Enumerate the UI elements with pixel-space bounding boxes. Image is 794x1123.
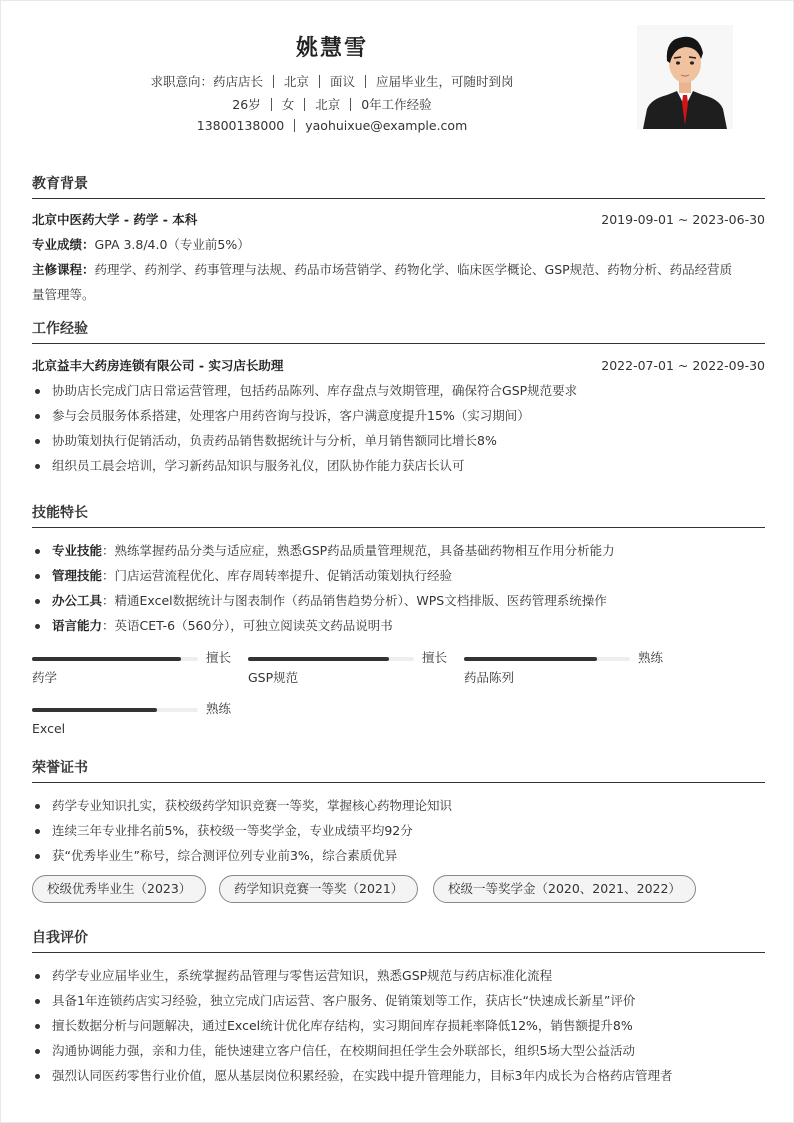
email: yaohuixue@example.com <box>305 118 468 133</box>
courses-label: 主修课程： <box>32 262 95 277</box>
intent-city: 北京 <box>283 74 309 89</box>
education-entry-header <box>32 208 765 232</box>
skill-label: 办公工具 <box>52 593 103 608</box>
skill-level: 熟练 <box>638 650 664 665</box>
skill-fill <box>32 708 157 712</box>
list-item: 药学专业应届毕业生，系统掌握药品管理与零售运营知识，熟悉GSP规范与药店标准化流程 <box>32 963 765 988</box>
work-section <box>32 319 765 478</box>
skill-text: ：精通Excel数据统计与图表制作（药品销售趋势分析）、WPS文档排版、医药管理系统操作 <box>102 593 607 608</box>
gpa-label: 专业成绩： <box>32 237 95 252</box>
avatar-illustration-icon <box>637 25 733 129</box>
skill-level: 擅长 <box>206 650 232 665</box>
list-item: 参与会员服务体系搭建，处理客户用药咨询与投诉，客户满意度提升15%（实习期间） <box>32 403 765 428</box>
courses-value-2: 量管理等。 <box>32 287 95 302</box>
skill-track <box>32 708 198 712</box>
skill-track <box>32 657 198 661</box>
skill-bar-gsp <box>248 648 448 698</box>
skill-fill <box>32 657 181 661</box>
skill-bar-display <box>464 648 664 698</box>
honor-tags <box>32 875 765 905</box>
list-item: 协助店长完成门店日常运营管理，包括药品陈列、库存盘点与效期管理，确保符合GSP规范要求 <box>32 378 765 403</box>
school-major-degree: 北京中医药大学 - 药学 - 本科 <box>32 212 198 227</box>
contact-line <box>1 118 663 133</box>
education-date-range: 2019-09-01 ~ 2023-06-30 <box>601 212 765 227</box>
divider <box>319 75 320 88</box>
list-item: 擅长数据分析与问题解决，通过Excel统计优化库存结构，实习期间库存损耗率降低12%，销售额提升8% <box>32 1013 765 1038</box>
section-title-honors: 荣誉证书 <box>32 758 765 783</box>
list-item <box>32 538 765 563</box>
basic-info-line <box>1 95 663 113</box>
skill-level: 熟练 <box>206 701 232 716</box>
divider <box>273 75 274 88</box>
list-item: 药学专业知识扎实，获校级药学知识竞赛一等奖，掌握核心药物理论知识 <box>32 793 765 818</box>
skill-fill <box>248 657 389 661</box>
work-bullets <box>32 378 765 478</box>
skill-name: 药学 <box>32 670 58 685</box>
skill-level: 擅长 <box>422 650 448 665</box>
skill-bars <box>32 648 765 750</box>
list-item: 沟通协调能力强，亲和力佳，能快速建立客户信任，在校期间担任学生会外联部长，组织5场大型公益活动 <box>32 1038 765 1063</box>
intent-salary: 面议 <box>330 74 356 89</box>
list-item: 组织员工晨会培训，学习新药品知识与服务礼仪，团队协作能力获店长认可 <box>32 453 765 478</box>
section-title-self-eval: 自我评价 <box>32 928 765 953</box>
education-section <box>32 174 765 307</box>
skill-track <box>248 657 414 661</box>
job-intent-line <box>1 72 663 90</box>
list-item <box>32 588 765 613</box>
skill-fill <box>464 657 597 661</box>
section-title-work: 工作经验 <box>32 319 765 344</box>
honor-tag: 校级一等奖学金（2020、2021、2022） <box>433 875 696 903</box>
divider <box>294 119 295 132</box>
skill-label: 管理技能 <box>52 568 103 583</box>
work-date-range: 2022-07-01 ~ 2022-09-30 <box>601 358 765 373</box>
experience-years: 0年工作经验 <box>361 97 432 112</box>
gpa-line <box>32 232 765 257</box>
divider <box>350 98 351 111</box>
list-item <box>32 563 765 588</box>
divider <box>304 98 305 111</box>
gpa-value: GPA 3.8/4.0（专业前5%） <box>94 237 250 252</box>
skill-bar-excel <box>32 699 232 749</box>
skill-text: ：英语CET-6（560分），可独立阅读英文药品说明书 <box>102 618 393 633</box>
honor-tag: 药学知识竞赛一等奖（2021） <box>219 875 418 903</box>
list-item: 具备1年连锁药店实习经验，独立完成门店运营、客户服务、促销策划等工作，获店长“快速成长新星”评价 <box>32 988 765 1013</box>
divider <box>365 75 366 88</box>
list-item <box>32 613 765 638</box>
skill-bar-pharmacy <box>32 648 232 698</box>
intent-position: 求职意向：药店店长 <box>150 74 263 89</box>
skill-text: ：门店运营流程优化、库存周转率提升、促销活动策划执行经验 <box>102 568 453 583</box>
divider <box>271 98 272 111</box>
honor-tag: 校级优秀毕业生（2023） <box>32 875 206 903</box>
honors-bullets <box>32 793 765 868</box>
list-item: 连续三年专业排名前5%，获校级一等奖学金，专业成绩平均92分 <box>32 818 765 843</box>
courses-line <box>32 257 765 307</box>
section-title-education: 教育背景 <box>32 174 765 199</box>
company-position: 北京益丰大药房连锁有限公司 - 实习店长助理 <box>32 358 284 373</box>
skill-name: Excel <box>32 721 66 736</box>
avatar-photo <box>637 25 733 129</box>
skill-name: GSP规范 <box>248 670 299 685</box>
courses-value-1: 药理学、药剂学、药事管理与法规、药品市场营销学、药物化学、临床医学概论、GSP规范、药物分析、药品经营质 <box>94 262 733 277</box>
skill-track <box>464 657 630 661</box>
phone: 13800138000 <box>196 118 285 133</box>
list-item: 强烈认同医药零售行业价值，愿从基层岗位积累经验，在实践中提升管理能力，目标3年内成长为合格药店管理者 <box>32 1063 765 1088</box>
work-entry-header <box>32 354 765 378</box>
age: 26岁 <box>232 97 261 112</box>
self-eval-bullets <box>32 963 765 1088</box>
location: 北京 <box>315 97 341 112</box>
skill-label: 专业技能 <box>52 543 103 558</box>
skills-section <box>32 503 765 750</box>
honors-section <box>32 758 765 905</box>
self-eval-section <box>32 928 765 1088</box>
skills-bullets <box>32 538 765 638</box>
skill-text: ：熟练掌握药品分类与适应症，熟悉GSP药品质量管理规范，具备基础药物相互作用分析能力 <box>102 543 615 558</box>
gender: 女 <box>281 97 295 112</box>
candidate-name: 姚慧雪 <box>295 36 368 61</box>
resume-header <box>1 1 794 151</box>
section-title-skills: 技能特长 <box>32 503 765 528</box>
intent-availability: 应届毕业生，可随时到岗 <box>376 74 514 89</box>
list-item: 协助策划执行促销活动，负责药品销售数据统计与分析，单月销售额同比增长8% <box>32 428 765 453</box>
skill-label: 语言能力 <box>52 618 103 633</box>
skill-name: 药品陈列 <box>464 670 515 685</box>
list-item: 获“优秀毕业生”称号，综合测评位列专业前3%，综合素质优异 <box>32 843 765 868</box>
